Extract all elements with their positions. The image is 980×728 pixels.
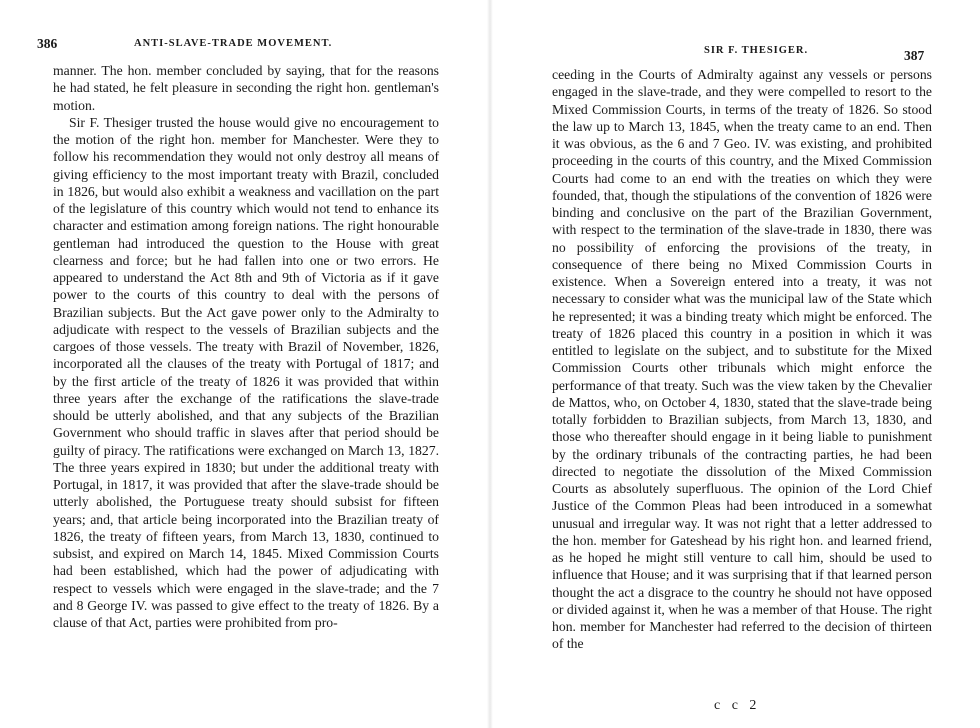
page-number: 386: [37, 36, 58, 51]
signature-mark: c c 2: [714, 698, 761, 713]
left-page-body: [53, 62, 439, 631]
right-page: [490, 0, 980, 728]
paragraph: ceeding in the Courts of Admiralty against any vessels or persons engaged in the slave-trade, and they were compelled to resort to the Mixed Commission Courts, in terms of the treaty of 1826. So stood the law up to March 13, 1845, when the treaty came to an end. Then it was obvious, as the 6 and 7 Geo. IV. was existing, and prohibited proceeding in the courts of this country, and the Mixed Commission Courts had come to an end with the treaties on which they were founded, that, though the stipulations of the convention of 1826 were binding and conclusive on the part of the Brazilian Government, with respect to the termination of the slave-trade in 1830, there was no possibility of enforcing the provisions of the treaty, in consequence of there being no Mixed Commission Courts in existence. When a Sovereign entered into a treaty, it was not necessary to consider what was the municipal law of the State which he represented; it was a binding treaty which might be enforced. The treaty of 1826 placed this country in a position in which it was entitled to legislate on the subject, and to substitute for the Mixed Commission Courts other tribunals which might enforce the performance of that treaty. Such was the view taken by the Chevalier de Mattos, who, on October 4, 1830, stated that the slave-trade being totally forbidden to Brazilian subjects, from March 13, 1830, and those who thereafter should engage in it being liable to punishment by the ordinary tribunals of the contracting parties, he had been directed to negotiate the dissolution of the Mixed Commission Courts as absolutely superfluous. The opinion of the Lord Chief Justice of the Common Pleas had been introduced in a somewhat unusual and irregular way. It was not right that a letter addressed to the hon. member for Gateshead by his right hon. and learned friend, as he hoped he might still venture to call him, should be used to influence that House; and it was surprising that if that learned person thought the act a disgrace to the country he should not have opposed or divided against it, when he was a member of that House. The right hon. member for Manchester had referred to the decision of thirteen of the: [552, 67, 932, 652]
paragraph: manner. The hon. member concluded by saying, that for the reasons he had stated, he felt pleasure in seconding the right hon. gentleman's motion.: [53, 63, 439, 113]
paragraph: Sir F. Thesiger trusted the house would give no encouragement to the motion of the right hon. member for Manchester. Were they to follow his recommendation they would not only destroy all means of giving efficiency to the most important treaty with Brazil, concluded in 1826, but would also exhibit a weakness and vacillation on the part of the legislature of this country which would not tend to enhance its character and estimation among foreign nations. The right honourable gentleman had introduced the question to the House with great clearness and force; but he had fallen into one or two errors. He appeared to understand the Act 8th and 9th of Victoria as if it gave power to the courts of this country to deal with the persons of Brazilian subjects. But the Act gave power only to the Admiralty to adjudicate with respect to the vessels of Brazilian subjects and the cargoes of those vessels. The treaty with Brazil of November, 1826, incorporated all the clauses of the treaty with Portugal of 1817; and by the first article of the treaty of 1826 it was provided that within three years after the exchange of the ratifications the slave-trade should be utterly abolished, and that any subjects of the Brazilian Government who should traffic in slaves after that period should be guilty of piracy. The ratifications were exchanged on March 13, 1827. The three years expired in 1830; but under the additional treaty with Portugal, in 1817, it was provided that after the slave-trade should be utterly abolished, the Portuguese treaty should subsist for fifteen years; and, that article being incorporated into the Brazilian treaty of 1826, the treaty of fifteen years, from March 13, 1830, continued to subsist, and expired on March 14, 1845. Mixed Commission Courts had been established, which had the power of adjudicating with respect to vessels which were engaged in the slave-trade; and the 7 and 8 George IV. was passed to give effect to the treaty of 1826. By a clause of that Act, parties were prohibited from pro-: [53, 114, 439, 630]
running-head: ANTI-SLAVE-TRADE MOVEMENT.: [134, 38, 333, 49]
page-number: 387: [904, 48, 925, 63]
right-page-body: [552, 66, 932, 653]
running-head: SIR F. THESIGER.: [704, 45, 809, 56]
